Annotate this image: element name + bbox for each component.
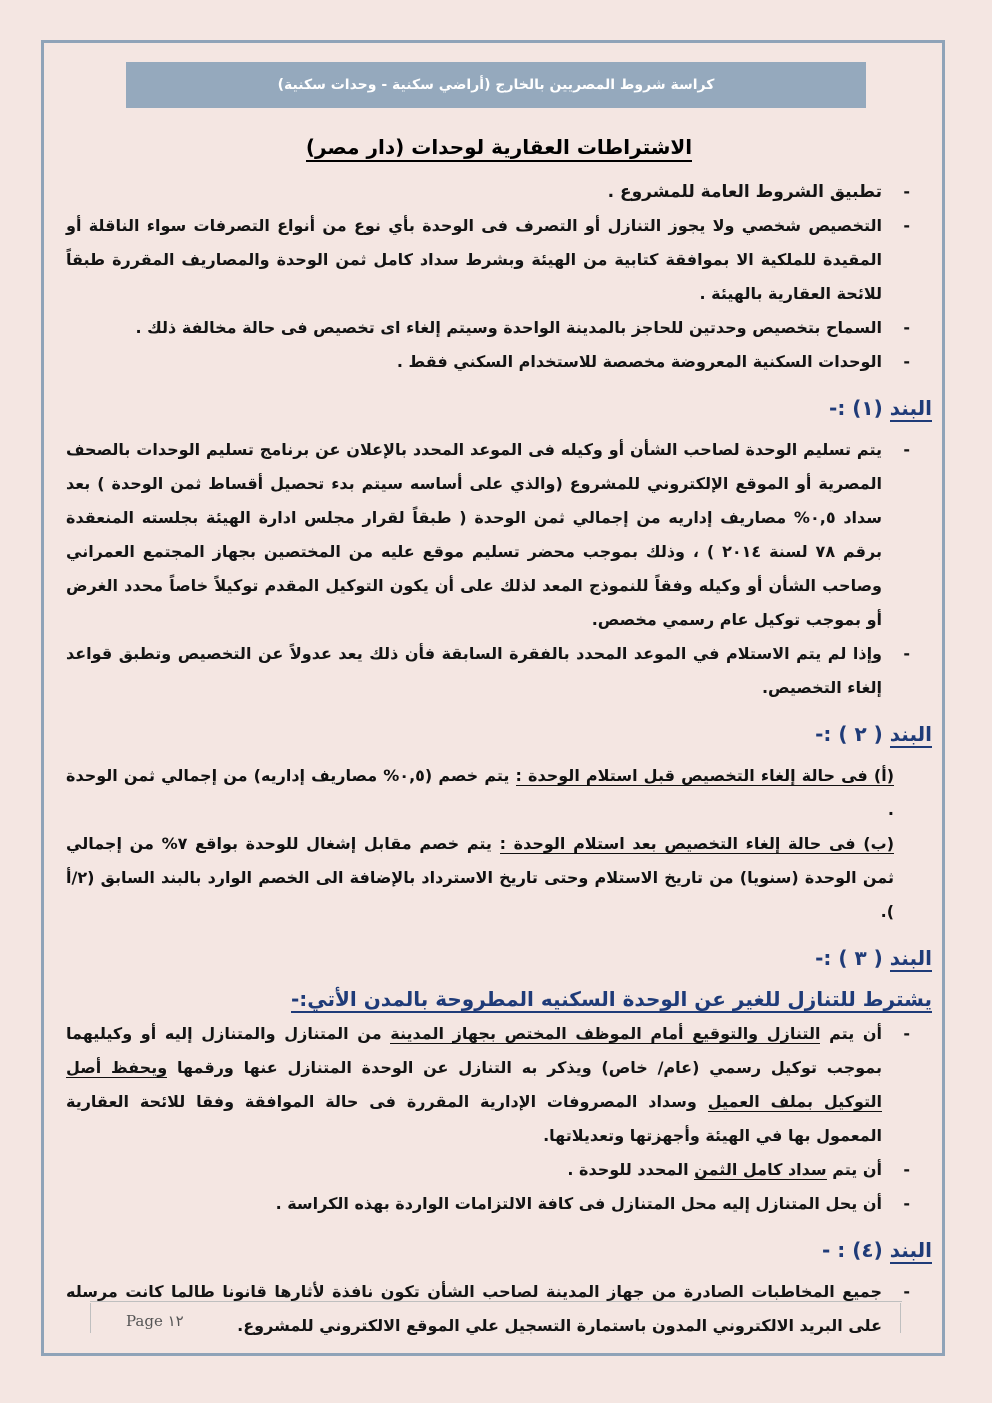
- list-item: - يتم تسليم الوحدة لصاحب الشأن أو وكيله فى الموعد المحدد بالإعلان عن برنامج تسليم الوحدات بالصحف المصرية أو الموقع الإلكتروني للمشروع (والذي على أساسه سيتم بدء تحصيل أقساط ثمن الوحدة ) بعد سداد ٠,٥% مصاريف إداريه من إجمالي ثمن الوحدة ( طبقاً لقرار مجلس ادارة الهيئة بجلسته المنعقدة برقم ٧٨ لسنة ٢٠١٤ ) ، وذلك بموجب محضر تسليم موقع عليه من المختصين بجهاز المجتمع العمراني وصاحب الشأن أو وكيله وفقاً للنموذج المعد لذلك على أن يكون التوكيل المقدم توكيلاً خاصاً محدد الغرض أو بموجب توكيل عام رسمي مخصص.: [66, 433, 932, 637]
- list-item: - وإذا لم يتم الاستلام في الموعد المحدد بالفقرة السابقة فأن ذلك يعد عدولاً عن التخصيص وتطبق قواعد إلغاء التخصيص.: [66, 637, 932, 705]
- document-body: [66, 135, 932, 1343]
- document-header: [126, 62, 866, 108]
- document-title: الاشتراطات العقارية لوحدات (دار مصر): [66, 135, 932, 159]
- header-title: كراسة شروط المصريين بالخارج (أراضي سكنية - وحدات سكنية): [277, 77, 715, 93]
- band-1-heading: البند (١) :-: [829, 396, 932, 420]
- list-item: - أن يتم سداد كامل الثمن المحدد للوحدة .: [66, 1153, 932, 1187]
- footer-divider-right: [900, 1303, 901, 1333]
- list-item: - تطبيق الشروط العامة للمشروع .: [66, 175, 932, 209]
- band-4-list: [66, 1275, 932, 1343]
- list-item: - السماح بتخصيص وحدتين للحاجز بالمدينة الواحدة وسيتم إلغاء اى تخصيص فى حالة مخالفة ذلك .: [66, 311, 932, 345]
- band-2-heading: البند ( ٢ ) :-: [815, 722, 932, 746]
- footer-divider-left: [90, 1303, 91, 1333]
- list-item: - الوحدات السكنية المعروضة مخصصة للاستخدام السكني فقط .: [66, 345, 932, 379]
- band-2-item-a: (أ) فى حالة إلغاء التخصيص قبل استلام الوحدة : يتم خصم (٠,٥% مصاريف إداريه) من إجمالي ثمن الوحدة .: [66, 766, 895, 819]
- band-3-heading: البند ( ٣ ) :-: [815, 946, 932, 970]
- list-item: - التخصيص شخصي ولا يجوز التنازل أو التصرف فى الوحدة بأي نوع من أنواع التصرفات سواء الناقلة أو المقيدة للملكية الا بموافقة كتابية من الهيئة وبشرط سداد كامل ثمن الوحدة والمصاريف المقررة طبقاً للائحة العقارية بالهيئة .: [66, 209, 932, 311]
- list-item: - أن يحل المتنازل إليه محل المتنازل فى كافة الالتزامات الواردة بهذه الكراسة .: [66, 1187, 932, 1221]
- page-number: Page ١٢: [126, 1312, 184, 1330]
- band-1-list: [66, 433, 932, 705]
- intro-list: [66, 175, 932, 379]
- list-item: - أن يتم التنازل والتوقيع أمام الموظف المختص بجهاز المدينة من المتنازل والمتنازل إليه أو وكيليهما بموجب توكيل رسمي (عام/ خاص) ويذكر به التنازل عن الوحدة المتنازل عنها ورقمها ويحفظ أصل التوكيل بملف العميل وسداد المصروفات الإدارية المقررة فى حالة الموافقة وفقا للائحة العقارية المعمول بها في الهيئة وأجهزتها وتعديلاتها.: [66, 1017, 932, 1153]
- band-3-list: [66, 1017, 932, 1221]
- list-item: - جميع المخاطبات الصادرة من جهاز المدينة لصاحب الشأن تكون نافذة لأثارها قانونا طالما كانت مرسله على البريد الالكتروني المدون باستمارة التسجيل علي الموقع الالكتروني للمشروع.: [66, 1275, 932, 1343]
- band-4-heading: البند (٤) : -: [822, 1238, 932, 1262]
- band-3-subheading: يشترط للتنازل للغير عن الوحدة السكنيه المطروحة بالمدن الأتي:-: [290, 987, 932, 1011]
- footer-divider: [90, 1301, 902, 1302]
- band-2-item-b: (ب) فى حالة إلغاء التخصيص بعد استلام الوحدة : يتم خصم مقابل إشغال للوحدة بواقع ٧% من إجمالي ثمن الوحدة (سنويا) من تاريخ الاستلام وحتى تاريخ الاسترداد بالإضافة الى الخصم الوارد بالبند السابق (٢/أ ).: [66, 834, 895, 921]
